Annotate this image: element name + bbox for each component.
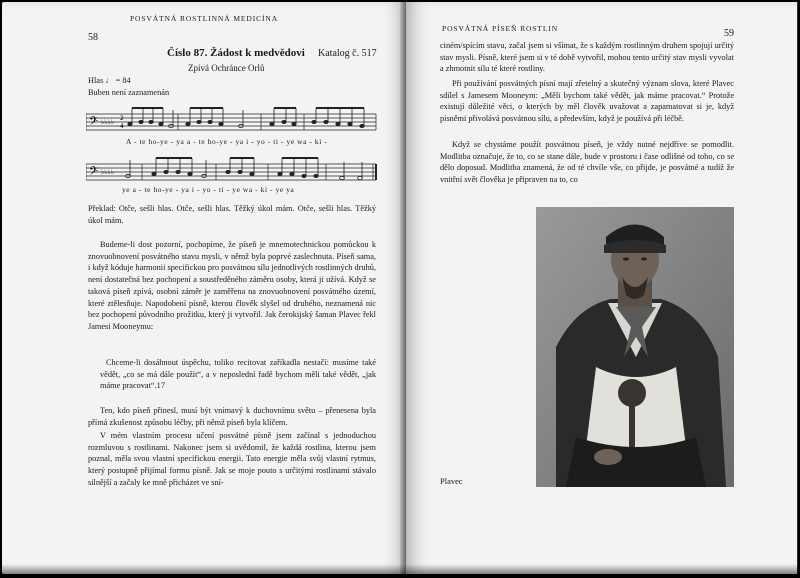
block-quote: Chceme-li dosáhnout úspěchu, toliko recitovat zaříkadla nestačí: musíme také vědět, „co se má dále použít“, a v neposlední řadě bychom měli také vědět, „jak máme pracovat“.17 [100, 358, 376, 391]
portrait-photo [536, 207, 734, 487]
svg-text:𝄢: 𝄢 [89, 115, 99, 131]
book-spread [2, 2, 798, 574]
music-staff-2 [86, 154, 378, 188]
svg-text:2: 2 [120, 115, 124, 122]
page-number-right: 59 [724, 28, 734, 39]
right-page [406, 2, 797, 574]
page-number-left: 58 [88, 32, 98, 43]
right-paragraph-2: Při používání posvátných písní mají zřetelný a skutečný význam slova, které Plavec sdílel s Jamesem Mooneym: „Měli bychom také vědět, jak máme pracovat.“ Protože existují důležité věci, o kterých by měl člověk uvažovat a zapamatovat si je, když písněmi přivolává posvátnou sílu, a především, když je používá při léčbě. [440, 79, 734, 124]
body-paragraph-3: V mém vlastním procesu učení posvátné písně jsem začínal s jednoduchou rozmluvou s rostlinami. Nakonec jsem si uvědomil, že každá rostlina, kterou jsem poznal, měla svou vlastní specifickou energii. Tato energie měla svůj vlastní rytmus, který postupně přijímal formu písně. Jak se moje pouto s určitými rostlinami stávalo silnější a začaly ke mně přicházet ve sní- [88, 431, 376, 487]
song-tempo: Hlas ♩ = 84 [88, 76, 131, 85]
right-paragraph-3: Když se chystáme použít posvátnou píseň, je vždy nutné nejdříve se pomodlit. Modlitba označuje, že to, co se stane dále, bude v prostoru i čase odlišné od toho, co se dělo doposud. Modlitba znamená, že od té chvíle vše, co přijde, je posvátné a tudíž že vnitřní svět člověka je připraven na to, co [440, 140, 734, 185]
song-performer: Zpívá Ochránce Orlů [188, 63, 265, 73]
page-bottom-shadow [2, 564, 798, 574]
running-head-right: POSVÁTNÁ PÍSEŇ ROSTLIN [442, 24, 559, 33]
svg-text:4: 4 [120, 123, 124, 130]
right-paragraph-1: ciném/spícím stavu, začal jsem si všímat, že s každým rostlinným druhem spojují určitý stav mysli. Písně, které jsem si v té době vytvořil, mohou tento určitý stav mysli vyvolat a zhmotnit sílu té které rostliny. [440, 41, 734, 74]
translation-paragraph: Překlad: Otče, sešli hlas. Otče, sešli hlas. Těžký úkol mám. Otče, sešli hlas. Těžký úkol mám. [88, 204, 376, 225]
svg-text:♭♭♭♭: ♭♭♭♭ [101, 118, 115, 126]
song-drum-note: Buben není zaznamenán [88, 88, 170, 97]
lyrics-line-1: A - te ho-ye - ya a - te ho-ye - ya i - yo - ti - ye wa - ki - [126, 137, 328, 146]
music-staff-1 [86, 102, 378, 140]
song-catalog: Katalog č. 517 [318, 48, 377, 59]
left-page [2, 2, 406, 574]
song-title: Číslo 87. Žádost k medvědovi [167, 47, 305, 59]
body-paragraph-2: Ten, kdo píseň přinesl, musí být vnímavý k duchovnímu světu – přenesena byla přímá zkušenost způsobu léčby, při němž píseň byla klíčem. [88, 406, 376, 427]
running-head-left: POSVÁTNÁ ROSTLINNÁ MEDICÍNA [129, 14, 279, 23]
photo-caption: Plavec [440, 476, 463, 486]
svg-text:𝄢: 𝄢 [89, 165, 99, 181]
body-paragraph-1: Budeme-li dost pozorní, pochopíme, že píseň je mnemotechnickou pomůckou k znovuobnovení posvátného stavu mysli, v němž byla poprvé zaslechnuta. Píseň sama, i když kóduje harmonii specifickou pro posvátnou sílu jednotlivých rostlinných druhů, není dostatečná bez pochopení a soustředěného záměru osoby, která ji užívá. Když se taková píseň zpívá, osobní záměr je zaměřena na znovuobnovení posvátného území, které ztělesňuje. Napodobení písně, kterou člověk slyšel od druhého, neznamená nic bez pochopení původního prožitku, který ji vytvořil. Jak čerokijský šaman Plavec řekl Jamesi Mooneymu: [88, 240, 376, 331]
lyrics-line-2: ye a - te ho-ye - ya i - yo - ti - ye wa - ki - ye ya [122, 185, 295, 194]
svg-text:♭♭♭♭: ♭♭♭♭ [101, 168, 115, 176]
